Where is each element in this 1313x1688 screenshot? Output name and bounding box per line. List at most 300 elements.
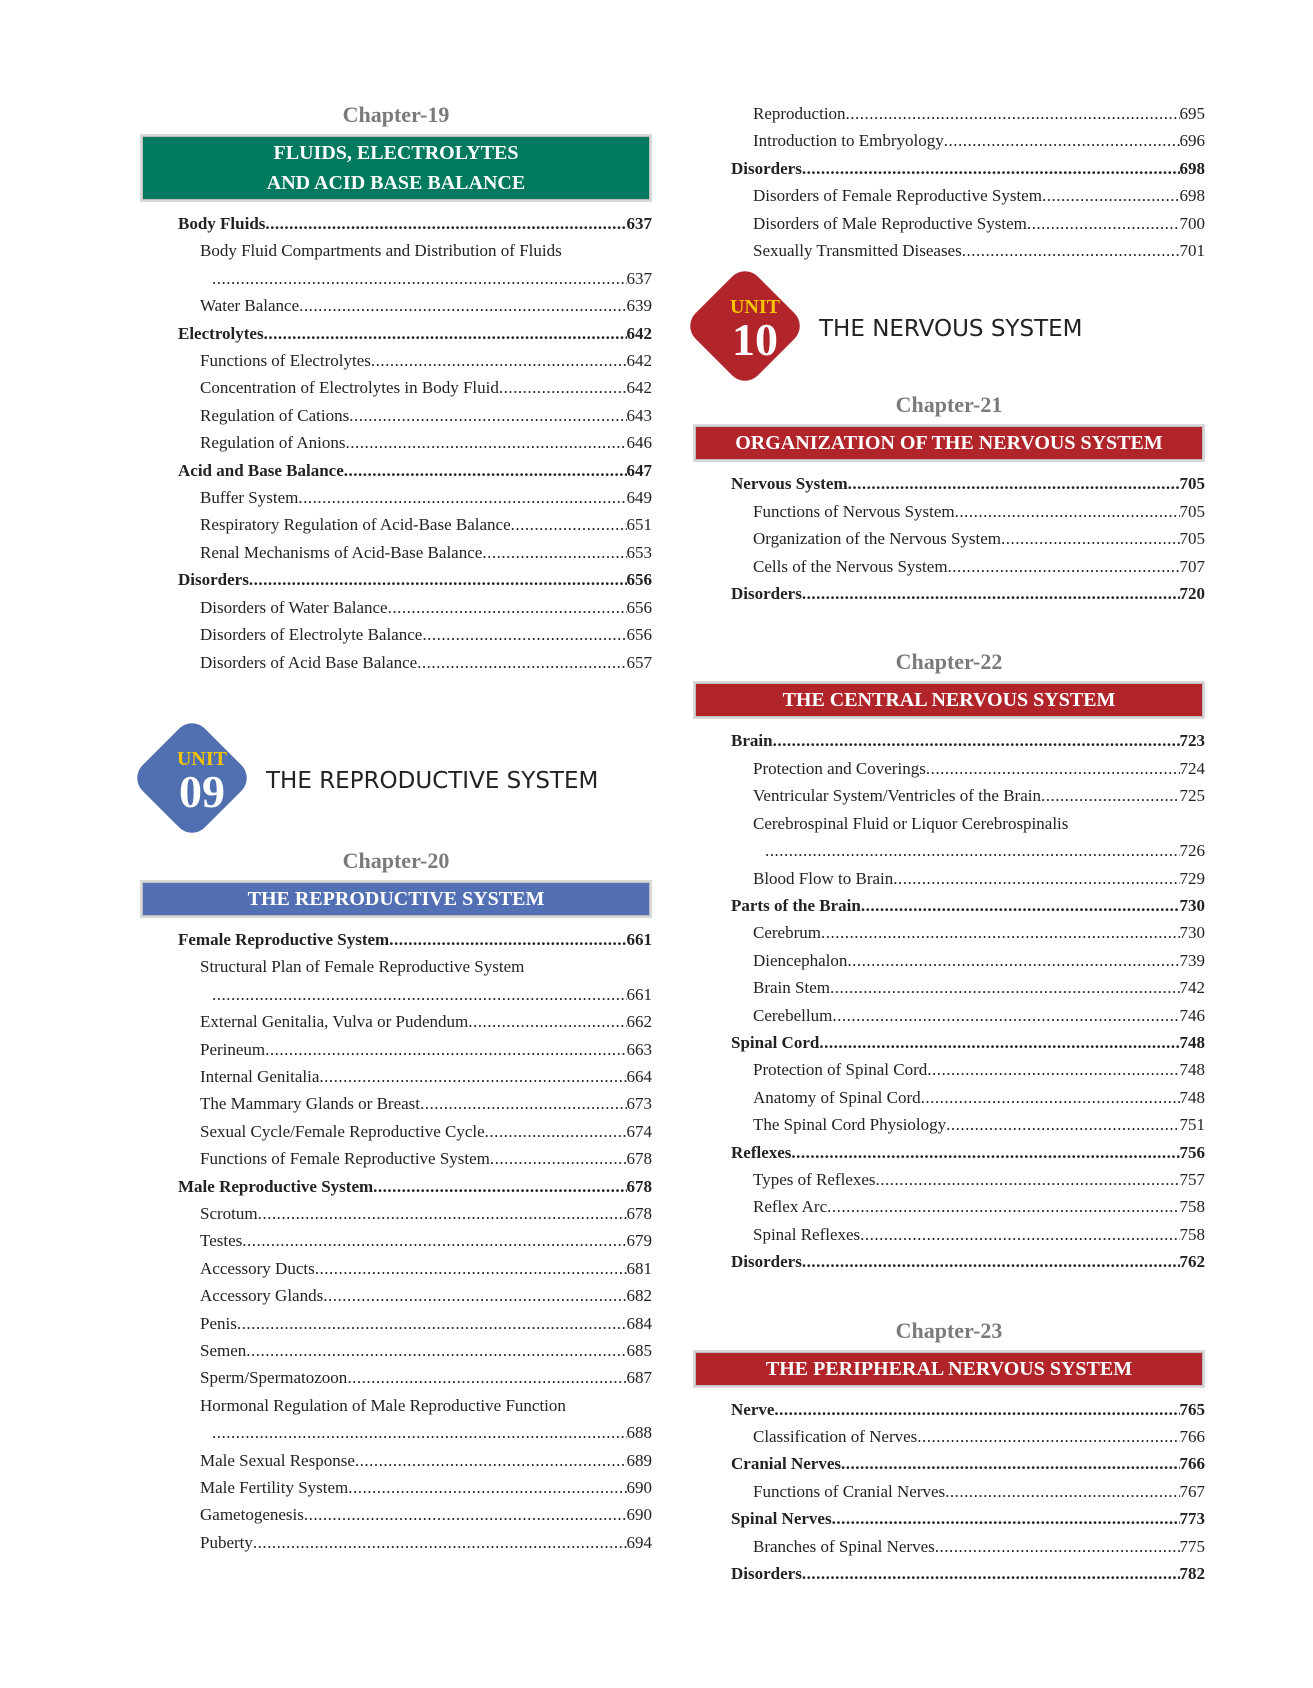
toc-page-number: 678 [626, 1149, 652, 1169]
toc-section-entry[interactable] [140, 457, 652, 484]
toc-subsection-entry[interactable] [693, 1478, 1205, 1505]
toc-subsection-entry[interactable] [693, 1221, 1205, 1248]
toc-page-number: 758 [1179, 1224, 1205, 1244]
toc-entry-text: Nerve [731, 1399, 775, 1419]
unit-number: 09 [179, 765, 225, 817]
toc-entry-text: Disorders of Water Balance [200, 597, 388, 617]
toc-section-entry[interactable] [693, 727, 1205, 754]
toc-list [693, 1396, 1205, 1588]
toc-entry-text: Disorders of Female Reproductive System [753, 186, 1042, 206]
dot-leader [345, 429, 626, 456]
dot-leader [848, 470, 1180, 497]
toc-entry-text: Functions of Cranial Nerves [753, 1481, 946, 1501]
toc-entry-text: Disorders [731, 1252, 802, 1272]
toc-subsection-entry[interactable] [140, 649, 652, 676]
toc-subsection-entry[interactable] [140, 402, 652, 429]
toc-section-entry[interactable] [140, 926, 652, 953]
toc-entry-text: Accessory Glands [200, 1286, 324, 1306]
toc-section-entry[interactable] [693, 1396, 1205, 1423]
toc-entry-text: Male Fertility System [200, 1478, 349, 1498]
toc-page-number: 664 [626, 1066, 652, 1086]
dot-leader [249, 566, 627, 593]
toc-page-number: 649 [626, 488, 652, 508]
toc-section-entry[interactable] [693, 1450, 1205, 1477]
toc-subsection-entry[interactable] [693, 553, 1205, 580]
toc-entry-text: Classification of Nerves [753, 1427, 918, 1446]
dot-leader [246, 1337, 626, 1364]
dot-leader [1042, 182, 1180, 209]
toc-entry-text: Disorders [731, 584, 802, 604]
dot-leader [499, 374, 627, 401]
toc-subsection-entry[interactable] [140, 511, 652, 538]
toc-subsection-entry[interactable] [140, 429, 652, 456]
toc-entry-text: Water Balance [200, 296, 300, 316]
toc-entry-text: Brain [731, 731, 773, 751]
toc-page-number: 678 [626, 1203, 652, 1223]
toc-entry-text: Disorders of Acid Base Balance [200, 652, 418, 672]
toc-subsection-entry[interactable] [693, 1193, 1205, 1220]
toc-subsection-entry[interactable] [693, 947, 1205, 974]
toc-subsection-entry[interactable] [693, 919, 1205, 946]
chapter-22 [693, 649, 1205, 1275]
toc-page-number: 647 [626, 460, 652, 480]
toc-page-number: 674 [626, 1121, 652, 1141]
toc-entry-continuation[interactable] [140, 981, 652, 1008]
toc-entry-text: Parts of the Brain [731, 895, 861, 915]
toc-subsection-entry[interactable] [693, 1423, 1205, 1450]
dot-leader [773, 727, 1180, 754]
toc-page-number: 642 [626, 378, 652, 398]
toc-subsection-entry[interactable] [140, 1447, 652, 1474]
toc-entry-continuation[interactable] [140, 265, 652, 292]
toc-entry-text: Body Fluids [178, 214, 266, 233]
toc-subsection-entry[interactable] [140, 1392, 652, 1419]
toc-page-number: 705 [1179, 501, 1205, 521]
toc-section-entry[interactable] [693, 155, 1205, 182]
toc-entry-text: Body Fluid Compartments and Distribution of Fluids [200, 241, 562, 261]
toc-entry-text: Organization of the Nervous System [753, 529, 1002, 549]
chapter-title: Chapter-21 [895, 392, 1003, 418]
dot-leader [832, 1002, 1179, 1029]
toc-page-number: 767 [1179, 1481, 1205, 1501]
toc-entry-text: Brain Stem [753, 978, 830, 998]
dot-leader [847, 947, 1179, 974]
dot-leader [485, 1118, 627, 1145]
toc-entry-text: Cranial Nerves [731, 1454, 842, 1474]
dot-leader [264, 320, 627, 347]
toc-page-number: 782 [1179, 1564, 1205, 1584]
toc-entry-text: Renal Mechanisms of Acid-Base Balance [200, 542, 483, 562]
chapter-title: Chapter-23 [895, 1317, 1003, 1343]
dot-leader [821, 919, 1180, 946]
toc-subsection-entry[interactable] [693, 782, 1205, 809]
toc-page-number: 700 [1179, 213, 1205, 233]
dot-leader [832, 1505, 1180, 1532]
dot-leader [927, 1056, 1179, 1083]
toc-entry-text: Respiratory Regulation of Acid-Base Balance [200, 515, 511, 535]
toc-page-number: 742 [1179, 978, 1205, 998]
dot-leader [921, 1084, 1180, 1111]
toc-list [693, 470, 1205, 607]
toc-subsection-entry[interactable] [693, 1002, 1205, 1029]
dot-leader [774, 1396, 1179, 1423]
toc-page-number: 729 [1179, 868, 1205, 888]
dot-leader [258, 1200, 627, 1227]
chapter-20 [140, 848, 652, 1556]
toc-entry-text: Scrotum [200, 1203, 258, 1223]
toc-entry-text: Disorders [178, 570, 249, 590]
toc-page-number: 679 [626, 1231, 652, 1251]
toc-page-number: 684 [626, 1313, 652, 1333]
toc-page-number: 773 [1179, 1509, 1205, 1529]
toc-entry-text: Introduction to Embryology [753, 131, 944, 151]
toc-page-number: 775 [1179, 1536, 1205, 1556]
toc-list [140, 210, 652, 676]
dot-leader [861, 892, 1180, 919]
toc-entry-text: Reflex Arc [753, 1197, 828, 1217]
toc-subsection-entry[interactable] [140, 1200, 652, 1227]
toc-subsection-entry[interactable] [693, 1084, 1205, 1111]
toc-page-number: 766 [1179, 1427, 1205, 1446]
toc-entry-text: Functions of Female Reproductive System [200, 1149, 490, 1169]
dot-leader [417, 649, 626, 676]
dot-leader [347, 1364, 626, 1391]
toc-page-number: 662 [626, 1012, 652, 1032]
toc-page-number: 637 [626, 214, 652, 233]
toc-page-number: 762 [1179, 1252, 1205, 1272]
dot-leader [962, 237, 1180, 264]
chapter-title: Chapter-20 [342, 847, 450, 873]
toc-entry-text: Cerebellum [753, 1005, 833, 1025]
dot-leader [490, 1145, 627, 1172]
toc-page-number: 720 [1179, 584, 1205, 604]
dot-leader [819, 1029, 1179, 1056]
banner-line: AND ACID BASE BALANCE [266, 172, 526, 194]
toc-entry-text: Disorders of Electrolyte Balance [200, 625, 423, 645]
dot-leader [304, 1501, 627, 1528]
dot-leader [1027, 210, 1180, 237]
toc-subsection-entry[interactable] [140, 1364, 652, 1391]
dot-leader [791, 1139, 1179, 1166]
toc-page-number: 690 [626, 1478, 652, 1498]
toc-page-number: 646 [626, 433, 652, 453]
toc-subsection-entry[interactable] [140, 1474, 652, 1501]
toc-entry-text: Spinal Cord [731, 1032, 820, 1052]
toc-entry-text: Spinal Reflexes [753, 1224, 861, 1244]
toc-page-number: 696 [1179, 131, 1205, 151]
toc-page-number: 739 [1179, 950, 1205, 970]
toc-subsection-entry[interactable] [140, 1529, 652, 1556]
dot-leader [944, 127, 1180, 154]
toc-subsection-entry[interactable] [140, 347, 652, 374]
toc-section-entry[interactable] [693, 580, 1205, 607]
toc-entry-text: Blood Flow to Brain [753, 868, 894, 888]
toc-page-number: 748 [1179, 1032, 1205, 1052]
toc-subsection-entry[interactable] [140, 1145, 652, 1172]
toc-entry-text: Nervous System [731, 474, 848, 494]
toc-entry-text: Diencephalon [753, 950, 848, 970]
dot-leader [348, 1474, 626, 1501]
dot-leader [482, 539, 626, 566]
toc-page-number: 661 [626, 929, 652, 949]
toc-page-number: 657 [626, 652, 652, 672]
toc-subsection-entry[interactable] [140, 594, 652, 621]
toc-entry-text: Penis [200, 1313, 237, 1333]
chapter-banner: THE REPRODUCTIVE SYSTEM [140, 880, 652, 918]
toc-entry-text: Cells of the Nervous System [753, 556, 948, 576]
dot-leader [242, 1227, 626, 1254]
dot-leader [315, 1255, 627, 1282]
toc-section-entry[interactable] [693, 892, 1205, 919]
unit-09-header [140, 726, 652, 846]
toc-entry-text: Internal Genitalia [200, 1066, 320, 1086]
toc-page-number: 724 [1179, 758, 1205, 778]
toc-page-number: 707 [1179, 556, 1205, 576]
toc-page-number: 642 [626, 323, 652, 343]
toc-page-number: 690 [626, 1505, 652, 1525]
toc-section-entry[interactable] [140, 210, 652, 237]
unit-title: THE NERVOUS SYSTEM [819, 316, 1083, 343]
dot-leader [1001, 525, 1179, 552]
toc-entry-text: Regulation of Cations [200, 405, 350, 425]
dot-leader [926, 755, 1180, 782]
toc-entry-text: Regulation of Anions [200, 433, 346, 453]
dot-leader [802, 155, 1180, 182]
dot-leader [841, 1450, 1179, 1477]
dot-leader [876, 1166, 1180, 1193]
dot-leader [253, 1529, 627, 1556]
toc-page-number: 687 [626, 1368, 652, 1388]
toc-page-number: 748 [1179, 1087, 1205, 1107]
toc-entry-text: Functions of Electrolytes [200, 351, 371, 371]
toc-entry-text: Male Sexual Response [200, 1450, 355, 1470]
toc-page-number: 751 [1179, 1115, 1205, 1135]
chapter-23 [693, 1318, 1205, 1588]
toc-page-number: 705 [1179, 474, 1205, 494]
toc-page-number: 682 [626, 1286, 652, 1306]
toc-page-number: 642 [626, 351, 652, 371]
toc-entry-text: Reflexes [731, 1142, 792, 1162]
toc-entry-text: Disorders of Male Reproductive System [753, 213, 1027, 233]
toc-entry-text: Structural Plan of Female Reproductive System [200, 957, 525, 977]
toc-section-entry[interactable] [693, 1029, 1205, 1056]
toc-subsection-entry[interactable] [693, 127, 1205, 154]
toc-subsection-entry[interactable] [140, 1501, 652, 1528]
toc-subsection-entry[interactable] [140, 374, 652, 401]
toc-page-number: 656 [626, 570, 652, 590]
toc-page-number: 651 [626, 515, 652, 535]
toc-section-entry[interactable] [693, 1560, 1205, 1587]
toc-subsection-entry[interactable] [140, 1337, 652, 1364]
toc-entry-continuation[interactable] [693, 837, 1205, 864]
toc-entry-continuation[interactable] [140, 1419, 652, 1446]
toc-subsection-entry[interactable] [693, 210, 1205, 237]
toc-page-number: 730 [1179, 923, 1205, 943]
toc-page-number: 661 [626, 984, 652, 1004]
dot-leader [212, 1419, 627, 1446]
chapter-title: Chapter-22 [895, 649, 1003, 675]
toc-entry-text: Disorders [731, 158, 802, 178]
toc-page-number: 726 [1179, 841, 1205, 861]
toc-entry-text: Functions of Nervous System [753, 501, 955, 521]
toc-entry-text: Anatomy of Spinal Cord [753, 1087, 921, 1107]
dot-leader [298, 484, 626, 511]
toc-subsection-entry[interactable] [693, 498, 1205, 525]
toc-subsection-entry[interactable] [693, 865, 1205, 892]
dot-leader [511, 511, 627, 538]
toc-subsection-entry[interactable] [140, 539, 652, 566]
chapter-banner: THE PERIPHERAL NERVOUS SYSTEM [693, 1350, 1205, 1388]
dot-leader [265, 1036, 626, 1063]
toc-entry-text: Spinal Nerves [731, 1509, 832, 1529]
dot-leader [860, 1221, 1179, 1248]
toc-section-entry[interactable] [140, 1173, 652, 1200]
toc-page-number: 730 [1179, 895, 1205, 915]
toc-entry-text: Protection of Spinal Cord [753, 1060, 928, 1080]
dot-leader [389, 926, 626, 953]
toc-subsection-entry[interactable] [140, 1227, 652, 1254]
toc-subsection-entry[interactable] [693, 525, 1205, 552]
toc-entry-text: Sexually Transmitted Diseases [753, 241, 962, 261]
dot-leader [802, 1560, 1180, 1587]
dot-leader [1041, 782, 1180, 809]
toc-subsection-entry[interactable] [140, 1310, 652, 1337]
toc-page-number: 688 [626, 1423, 652, 1443]
dot-leader [349, 402, 626, 429]
toc-page-number: 663 [626, 1039, 652, 1059]
dot-leader [344, 457, 627, 484]
chapter-banner: THE CENTRAL NERVOUS SYSTEM [693, 681, 1205, 719]
chapter-title: Chapter-19 [342, 102, 450, 127]
toc-entry-text: The Spinal Cord Physiology [753, 1115, 947, 1135]
toc-page-number: 678 [626, 1176, 652, 1196]
toc-page-number: 723 [1179, 731, 1205, 751]
dot-leader [945, 1478, 1179, 1505]
unit-10-header [693, 274, 1205, 394]
toc-entry-text: Branches of Spinal Nerves [753, 1536, 935, 1556]
toc-subsection-entry[interactable] [693, 1166, 1205, 1193]
dot-leader [802, 1248, 1180, 1275]
toc-subsection-entry[interactable] [140, 1036, 652, 1063]
toc-page-number: 705 [1179, 529, 1205, 549]
dot-leader [212, 265, 627, 292]
dot-leader [917, 1423, 1179, 1450]
toc-subsection-entry[interactable] [693, 237, 1205, 264]
toc-entry-text: Sexual Cycle/Female Reproductive Cycle [200, 1121, 485, 1141]
toc-subsection-entry[interactable] [693, 755, 1205, 782]
toc-subsection-entry[interactable] [693, 1056, 1205, 1083]
toc-entry-text: Electrolytes [178, 323, 264, 343]
toc-subsection-entry[interactable] [140, 1063, 652, 1090]
toc-entry-text: Sperm/Spermatozoon [200, 1368, 348, 1388]
toc-page-number: 698 [1179, 186, 1205, 206]
toc-entry-text: Accessory Ducts [200, 1258, 315, 1278]
toc-entry-text: Acid and Base Balance [178, 460, 344, 480]
toc-entry-text: Semen [200, 1341, 247, 1360]
toc-section-entry[interactable] [693, 470, 1205, 497]
dot-leader [265, 210, 626, 237]
dot-leader [420, 1090, 627, 1117]
toc-page-number: 756 [1179, 1142, 1205, 1162]
dot-leader [765, 837, 1180, 864]
chapter-21 [693, 392, 1205, 607]
toc-section-entry[interactable] [693, 1139, 1205, 1166]
toc-entry-text: Perineum [200, 1039, 266, 1059]
toc-subsection-entry[interactable] [140, 1255, 652, 1282]
dot-leader [468, 1008, 626, 1035]
toc-subsection-entry[interactable] [140, 1118, 652, 1145]
chapter-19 [140, 102, 652, 676]
toc-subsection-entry[interactable] [140, 484, 652, 511]
toc-entry-text: Types of Reflexes [753, 1169, 876, 1189]
toc-entry-text: Hormonal Regulation of Male Reproductive Function [200, 1395, 566, 1415]
toc-entry-text: Male Reproductive System [178, 1176, 374, 1196]
chapter-banner [140, 134, 652, 202]
toc-page-number: 765 [1179, 1399, 1205, 1419]
unit-title: THE REPRODUCTIVE SYSTEM [266, 767, 599, 794]
toc-subsection-entry[interactable] [693, 1533, 1205, 1560]
toc-subsection-entry[interactable] [140, 1090, 652, 1117]
toc-subsection-entry[interactable] [140, 292, 652, 319]
dot-leader [935, 1533, 1180, 1560]
toc-entry-text: Cerebrum [753, 923, 821, 943]
dot-leader [355, 1447, 627, 1474]
toc-section-entry[interactable] [693, 1505, 1205, 1532]
toc-subsection-entry[interactable] [140, 1282, 652, 1309]
toc-entry-text: The Mammary Glands or Breast [200, 1094, 420, 1114]
right-column [693, 102, 1205, 1587]
toc-entry-text: Puberty [200, 1532, 253, 1552]
toc-section-entry[interactable] [140, 566, 652, 593]
toc-subsection-entry[interactable] [693, 974, 1205, 1001]
toc-list [693, 100, 1205, 264]
dot-leader [323, 1282, 626, 1309]
dot-leader [948, 553, 1180, 580]
dot-leader [212, 981, 627, 1008]
toc-section-entry[interactable] [693, 1248, 1205, 1275]
toc-entry-text: Protection and Coverings [753, 758, 926, 778]
toc-page-number: 695 [1179, 104, 1205, 123]
toc-subsection-entry[interactable] [693, 100, 1205, 127]
toc-page-number: 656 [626, 597, 652, 617]
dot-leader [422, 621, 626, 648]
toc-section-entry[interactable] [140, 320, 652, 347]
toc-subsection-entry[interactable] [693, 810, 1205, 837]
chapter-banner: ORGANIZATION OF THE NERVOUS SYSTEM [693, 424, 1205, 462]
dot-leader [955, 498, 1180, 525]
dot-leader [388, 594, 627, 621]
dot-leader [319, 1063, 626, 1090]
unit-word: UNIT [729, 296, 780, 319]
banner-line: FLUIDS, ELECTROLYTES [273, 142, 519, 164]
toc-subsection-entry[interactable] [140, 621, 652, 648]
toc-page-number: 673 [626, 1094, 652, 1114]
toc-subsection-entry[interactable] [140, 953, 652, 980]
toc-subsection-entry[interactable] [140, 1008, 652, 1035]
toc-entry-text: Concentration of Electrolytes in Body Fluid [200, 378, 499, 398]
toc-subsection-entry[interactable] [693, 182, 1205, 209]
toc-page-number: 637 [626, 268, 652, 288]
toc-list [693, 727, 1205, 1275]
dot-leader [846, 100, 1180, 127]
toc-subsection-entry[interactable] [140, 237, 652, 264]
toc-page-number: 698 [1179, 158, 1205, 178]
toc-page-number: 746 [1179, 1005, 1205, 1025]
dot-leader [946, 1111, 1179, 1138]
toc-subsection-entry[interactable] [693, 1111, 1205, 1138]
dot-leader [373, 1173, 626, 1200]
toc-page-number: 681 [626, 1258, 652, 1278]
